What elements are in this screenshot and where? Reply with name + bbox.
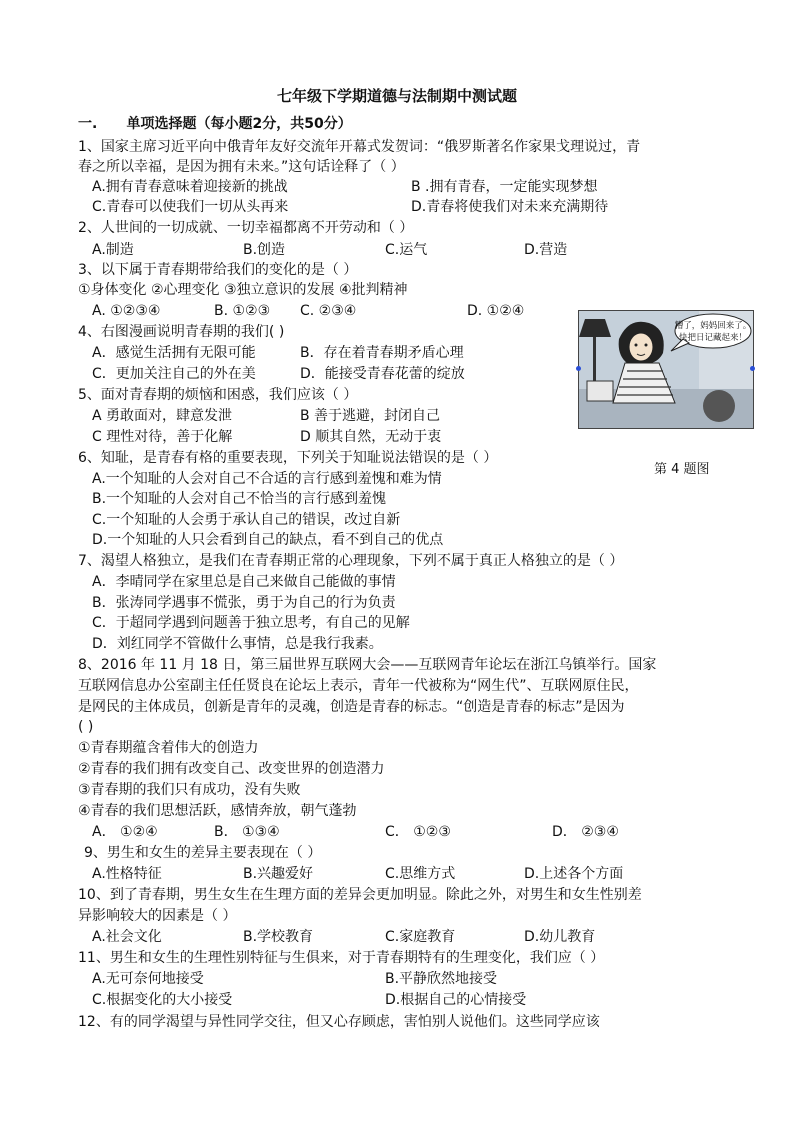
page-title: 七年级下学期道德与法制期中测试题: [276, 87, 517, 105]
comic-illustration: [578, 310, 754, 429]
question-9: 9、男生和女生的差异主要表现在（ ）: [84, 845, 322, 861]
q7-option-b: B．张涛同学遇事不慌张，勇于为自己的行为负责: [92, 595, 396, 611]
q2-option-b: B.创造: [243, 242, 286, 258]
question-8-statement-4: ④青春的我们思想活跃，感情奔放，朝气蓬勃: [78, 803, 357, 819]
q1-option-b: B .拥有青春，一定能实现梦想: [411, 179, 598, 195]
q3-option-d: D. ①②④: [467, 303, 525, 319]
question-6: 6、知耻，是青春有格的重要表现，下列关于知耻说法错误的是（ ）: [78, 450, 498, 466]
question-10-line-1: 10、到了青春期，男生女生在生理方面的差异会更加明显。除此之外，对男生和女生性别差: [78, 887, 642, 903]
q10-option-a: A.社会文化: [92, 929, 162, 945]
q11-option-c: C.根据变化的大小接受: [92, 992, 233, 1008]
question-8-line-1: 8、2016 年 11 月 18 日，第三届世界互联网大会——互联网青年论坛在浙江乌镇举行。国家: [78, 657, 657, 673]
q7-option-a: A．李晴同学在家里总是自己来做自己能做的事情: [92, 574, 396, 590]
question-12: 12、有的同学渴望与异性同学交往，但又心存顾虑，害怕别人说他们。这些同学应该: [78, 1014, 600, 1030]
q1-option-c: C.青春可以使我们一切从头再来: [92, 199, 289, 215]
question-3-statements: ①身体变化 ②心理变化 ③独立意识的发展 ④批判精神: [78, 282, 408, 298]
q2-option-d: D.营造: [524, 242, 568, 258]
q9-option-b: B.兴趣爱好: [243, 866, 314, 882]
q6-option-a: A.一个知耻的人会对自己不合适的言行感到羞愧和难为情: [92, 471, 442, 487]
comic-speech-line-1: 糟了，妈妈回来了。: [674, 321, 752, 331]
q4-option-d: D．能接受青春花蕾的绽放: [300, 366, 465, 382]
question-4: 4、右图漫画说明青春期的我们( ): [78, 324, 285, 340]
q2-option-c: C.运气: [385, 242, 428, 258]
q7-option-c: C．于超同学遇到问题善于独立思考，有自己的见解: [92, 615, 410, 631]
q8-option-d: D． ②③④: [552, 824, 619, 840]
q11-option-d: D.根据自己的心情接受: [385, 992, 527, 1008]
question-1-line-2: 春之所以幸福，是因为拥有未来。”这句话诠释了（ ）: [78, 159, 405, 175]
q11-option-a: A.无可奈何地接受: [92, 971, 204, 987]
q3-option-b: B. ①②③: [214, 303, 271, 319]
q5-option-b: B 善于逃避，封闭自己: [300, 408, 441, 424]
q1-option-a: A.拥有青春意味着迎接新的挑战: [92, 179, 288, 195]
question-8-line-4: ( ): [78, 719, 94, 735]
q8-option-c: C． ①②③: [385, 824, 451, 840]
question-8-statement-2: ②青春的我们拥有改变自己、改变世界的创造潜力: [78, 761, 385, 777]
q1-option-d: D.青春将使我们对未来充满期待: [411, 199, 609, 215]
q8-option-a: A． ①②④: [92, 824, 158, 840]
question-10-line-2: 异影响较大的因素是（ ）: [78, 908, 237, 924]
q9-option-a: A.性格特征: [92, 866, 162, 882]
q5-option-c: C 理性对待，善于化解: [92, 429, 233, 445]
question-8-line-3: 是网民的主体成员，创新是青年的灵魂，创造是青春的标志。“创造是青春的标志”是因为: [78, 699, 625, 715]
q4-option-b: B．存在着青春期矛盾心理: [300, 345, 464, 361]
q3-option-c: C. ②③④: [300, 303, 357, 319]
q5-option-d: D 顺其自然，无动于衷: [300, 429, 442, 445]
q4-option-c: C．更加关注自己的外在美: [92, 366, 256, 382]
image-resize-handle-left[interactable]: [576, 366, 581, 371]
q5-option-a: A 勇敢面对，肆意发泄: [92, 408, 233, 424]
q10-option-d: D.幼儿教育: [524, 929, 596, 945]
section-heading: 一. 单项选择题（每小题2分，共50分）: [78, 116, 352, 132]
question-5: 5、面对青春期的烦恼和困惑，我们应该（ ）: [78, 387, 358, 403]
q10-option-b: B.学校教育: [243, 929, 314, 945]
q8-option-b: B． ①③④: [214, 824, 280, 840]
question-2: 2、人世间的一切成就、一切幸福都离不开劳动和（ ）: [78, 220, 414, 236]
q7-option-d: D．刘红同学不管做什么事情，总是我行我素。: [92, 636, 383, 652]
q3-option-a: A. ①②③④: [92, 303, 161, 319]
comic-speech-line-2: 快把日记藏起来！: [678, 333, 748, 343]
question-3: 3、以下属于青春期带给我们的变化的是（ ）: [78, 262, 358, 278]
question-8-line-2: 互联网信息办公室副主任任贤良在论坛上表示，青年一代被称为“网生代”、互联网原住民，: [78, 678, 639, 694]
q6-option-c: C.一个知耻的人会勇于承认自己的错误，改过自新: [92, 512, 401, 528]
image-resize-handle-right[interactable]: [750, 366, 755, 371]
question-7: 7、渴望人格独立，是我们在青春期正常的心理现象，下列不属于真正人格独立的是（ ）: [78, 553, 624, 569]
question-11: 11、男生和女生的生理性别特征与生俱来，对于青春期特有的生理变化，我们应（ ）: [78, 950, 605, 966]
q4-option-a: A．感觉生活拥有无限可能: [92, 345, 256, 361]
q6-option-b: B.一个知耻的人会对自己不恰当的言行感到羞愧: [92, 491, 387, 507]
q9-option-c: C.思维方式: [385, 866, 456, 882]
question-8-statement-1: ①青春期蕴含着伟大的创造力: [78, 740, 259, 756]
question-1-line-1: 1、国家主席习近平向中俄青年友好交流年开幕式发贺词：“俄罗斯著名作家果戈理说过，青: [78, 139, 641, 155]
q10-option-c: C.家庭教育: [385, 929, 456, 945]
question-8-statement-3: ③青春期的我们只有成功，没有失败: [78, 782, 301, 798]
q9-option-d: D.上述各个方面: [524, 866, 624, 882]
q6-option-d: D.一个知耻的人只会看到自己的缺点，看不到自己的优点: [92, 532, 444, 548]
q2-option-a: A.制造: [92, 242, 134, 258]
figure-caption: 第 4 题图: [654, 462, 710, 477]
q11-option-b: B.平静欣然地接受: [385, 971, 498, 987]
comic-drawing: [579, 311, 753, 428]
